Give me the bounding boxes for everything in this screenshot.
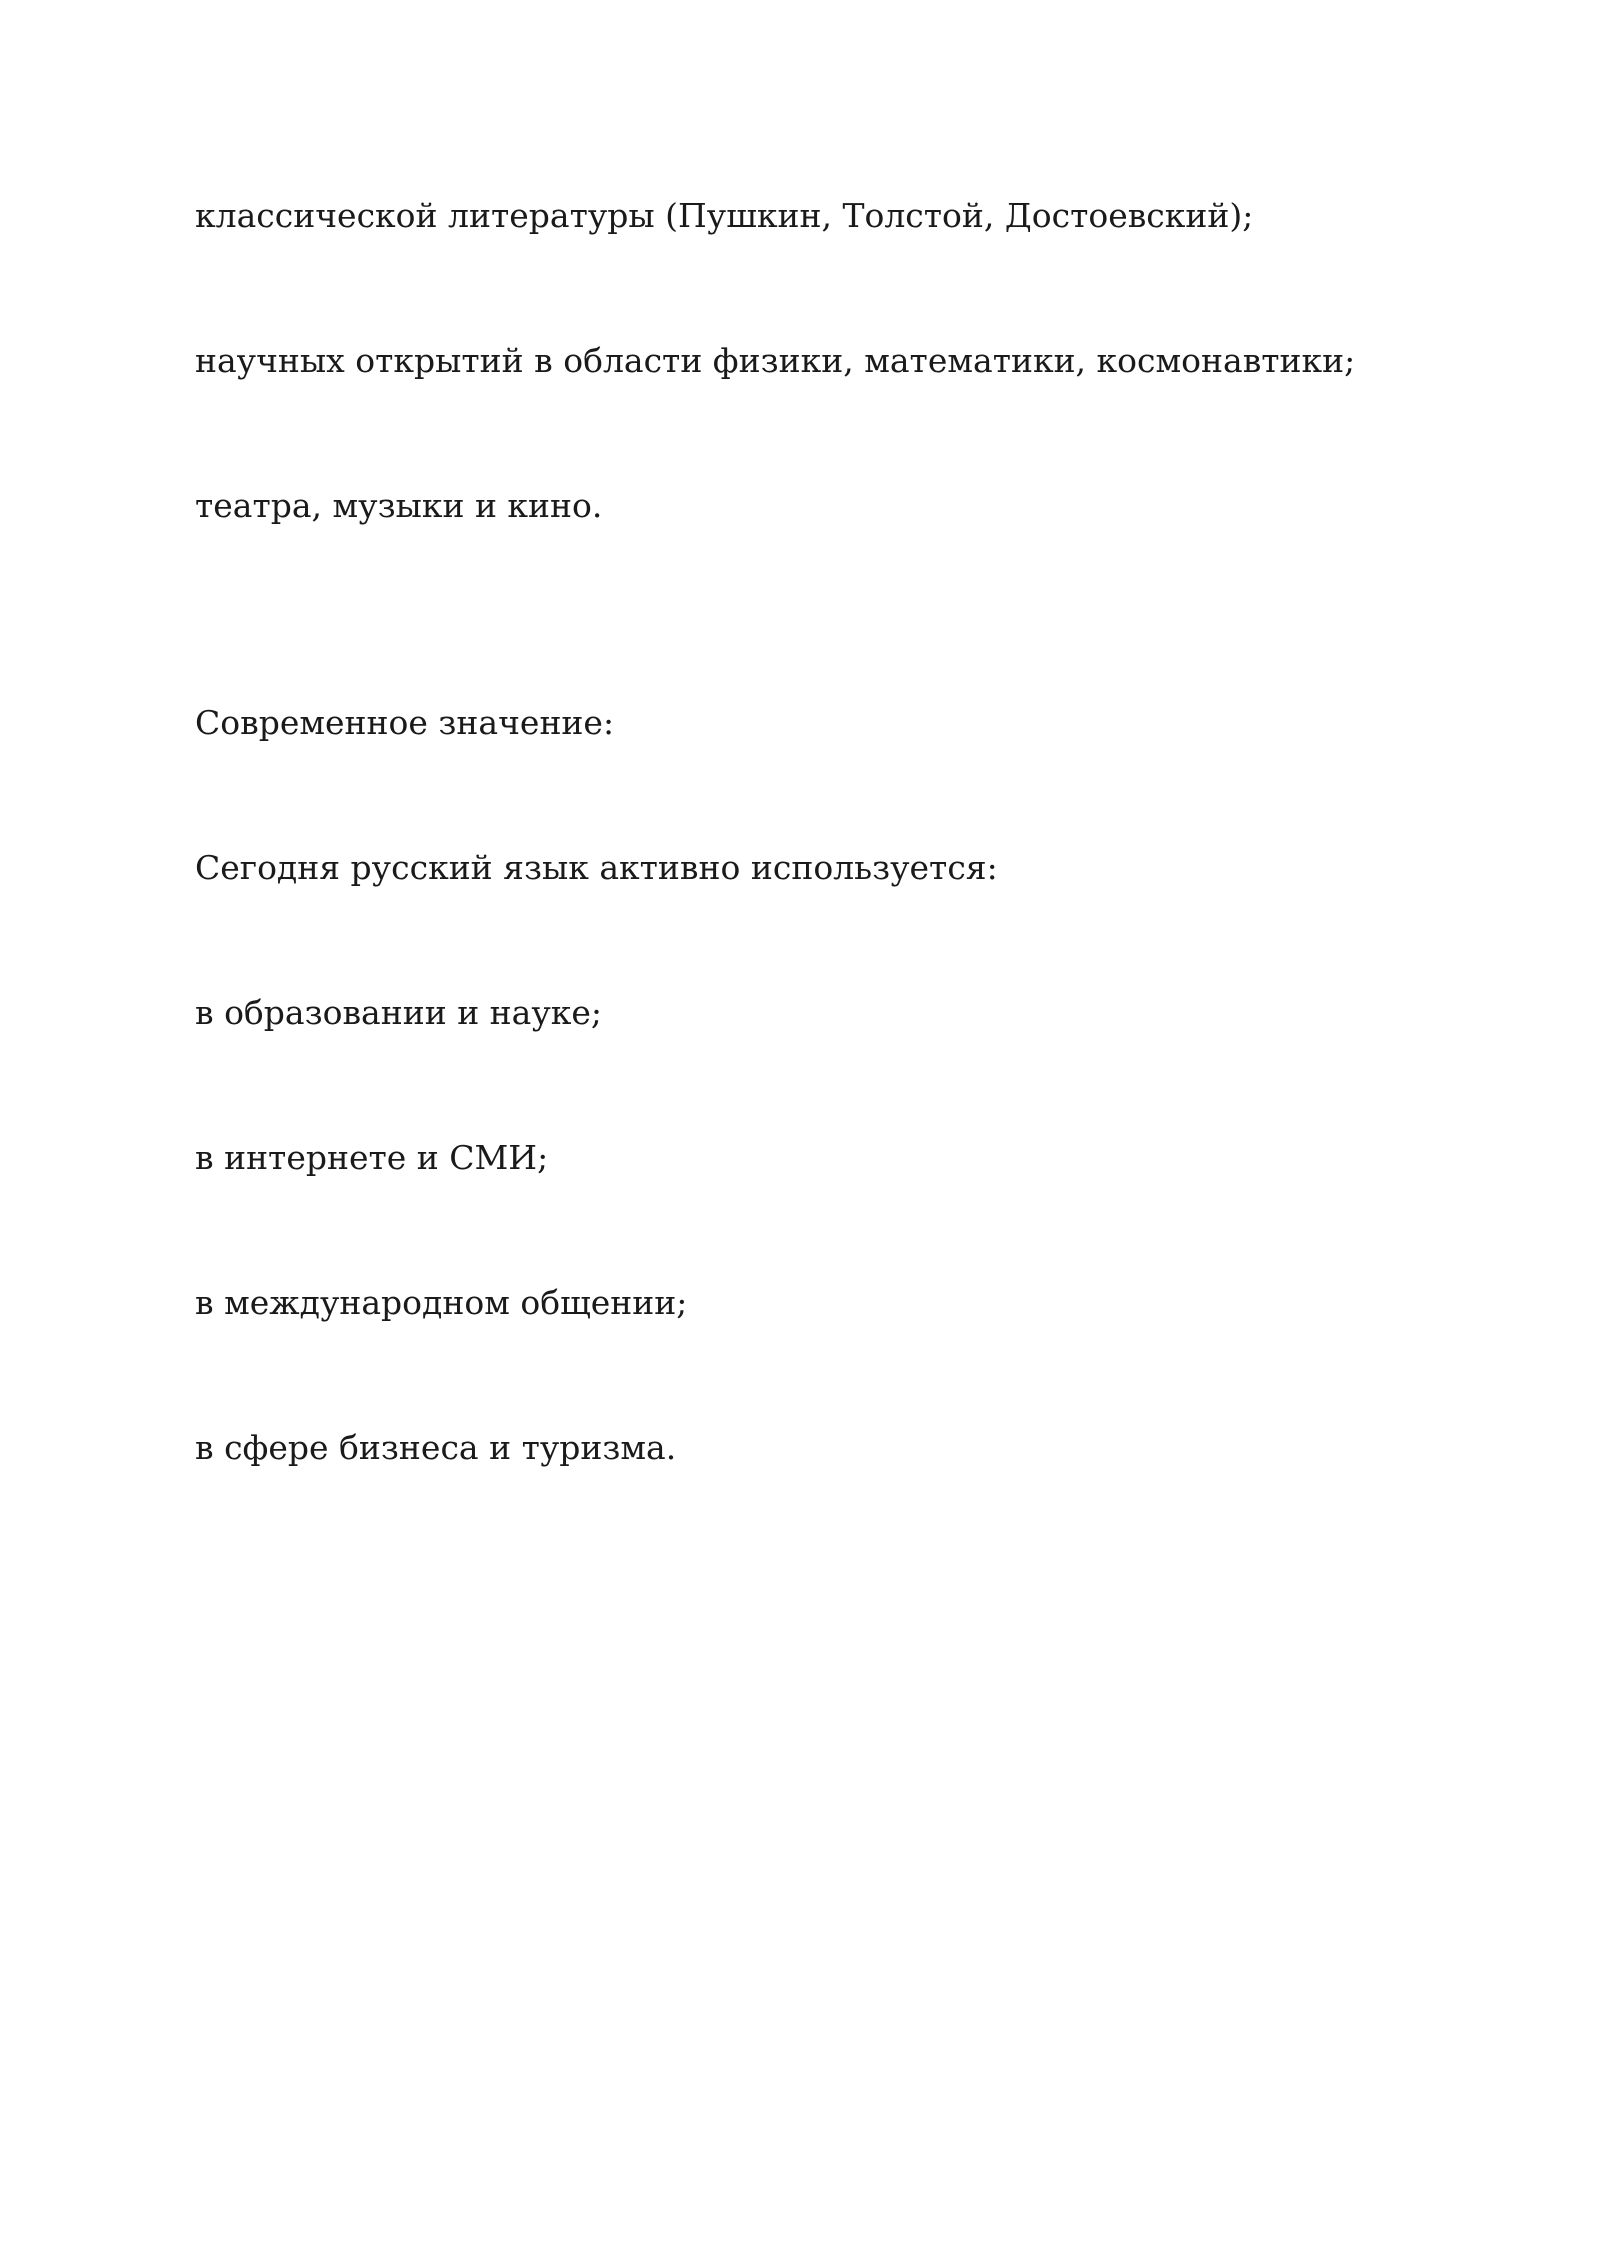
intro-paragraph: Сегодня русский язык активно используется: — [195, 848, 998, 887]
list-item-education: в образовании и науке; — [195, 993, 603, 1032]
list-item-science: научных открытий в области физики, математики, космонавтики; — [195, 341, 1356, 380]
section-heading: Современное значение: — [195, 703, 615, 742]
list-item-business: в сфере бизнеса и туризма. — [195, 1428, 677, 1467]
list-item-arts: театра, музыки и кино. — [195, 486, 603, 525]
list-item-internet: в интернете и СМИ; — [195, 1138, 549, 1177]
list-item-literature: классической литературы (Пушкин, Толстой, Достоевский); — [195, 196, 1254, 235]
list-item-international: в международном общении; — [195, 1283, 688, 1322]
